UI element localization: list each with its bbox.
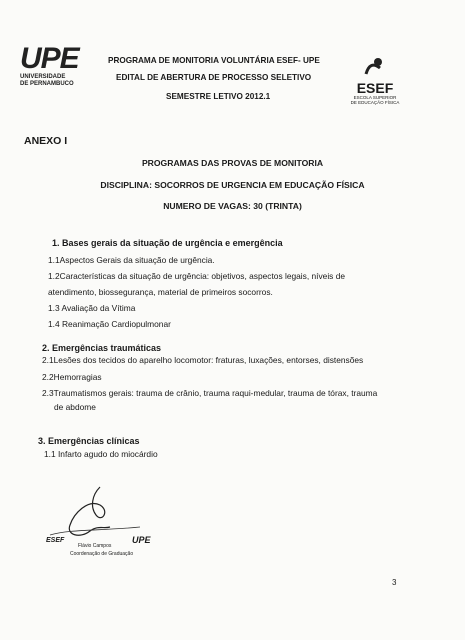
section-2-item: de abdome bbox=[54, 402, 96, 412]
section-1-item: atendimento, biossegurança, material de primeiros socorros. bbox=[48, 287, 273, 297]
stamp-esef: ESEF bbox=[46, 537, 65, 544]
upe-logo-mark: UPE bbox=[20, 42, 79, 75]
section-1-item: 1.1Aspectos Gerais da situação de urgência. bbox=[48, 255, 215, 265]
header-line-1: PROGRAMA DE MONITORIA VOLUNTÁRIA ESEF- UPE bbox=[108, 56, 320, 65]
section-1-item: 1.2Características da situação de urgência: objetivos, aspectos legais, níveis de bbox=[48, 271, 346, 281]
title-vacancies: NUMERO DE VAGAS: 30 (TRINTA) bbox=[163, 201, 302, 211]
upe-logo-line2: DE PERNAMBUCO bbox=[20, 81, 74, 87]
signature-stamp bbox=[40, 485, 150, 565]
section-1-item: 1.3 Avaliação da Vítima bbox=[48, 303, 136, 313]
section-1-title: 1. Bases gerais da situação de urgência e emergência bbox=[52, 238, 283, 248]
stamp-upe: UPE bbox=[132, 535, 151, 545]
title-discipline: DISCIPLINA: SOCORROS DE URGENCIA EM EDUCAÇÃO FÍSICA bbox=[100, 180, 365, 190]
section-2-title: 2. Emergências traumáticas bbox=[42, 343, 162, 353]
esef-emblem-icon bbox=[360, 54, 390, 76]
section-2-item: 2.2Hemorragias bbox=[42, 372, 102, 382]
header-line-2: EDITAL DE ABERTURA DE PROCESSO SELETIVO bbox=[116, 73, 312, 82]
upe-logo-line1: UNIVERSIDADE bbox=[20, 74, 66, 80]
section-3-item: 1.1 Infarto agudo do miocárdio bbox=[44, 449, 158, 459]
annex-title: ANEXO I bbox=[24, 135, 68, 147]
stamp-name: Flávio Campos bbox=[78, 543, 112, 549]
section-2-item: 2.1Lesões dos tecidos do aparelho locomotor: fraturas, luxações, entorses, distensões bbox=[42, 355, 364, 365]
esef-logo-sub2: DE EDUCAÇÃO FÍSICA bbox=[350, 100, 400, 105]
header-line-3: SEMESTRE LETIVO 2012.1 bbox=[166, 92, 271, 101]
esef-logo bbox=[340, 54, 410, 109]
esef-logo-mark: ESEF bbox=[356, 80, 394, 96]
upe-logo bbox=[20, 44, 98, 90]
page-number: 3 bbox=[392, 578, 397, 587]
stamp-role: Coordenação de Graduação bbox=[70, 551, 134, 557]
section-3-title: 3. Emergências clínicas bbox=[38, 436, 140, 446]
esef-logo-sub1: ESCOLA SUPERIOR bbox=[353, 95, 397, 100]
title-programs: PROGRAMAS DAS PROVAS DE MONITORIA bbox=[141, 158, 324, 168]
section-1-item: 1.4 Reanimação Cardiopulmonar bbox=[48, 319, 171, 329]
section-2-item: 2.3Traumatismos gerais: trauma de crânio, trauma raqui-medular, trauma de tórax, trauma bbox=[42, 388, 378, 398]
